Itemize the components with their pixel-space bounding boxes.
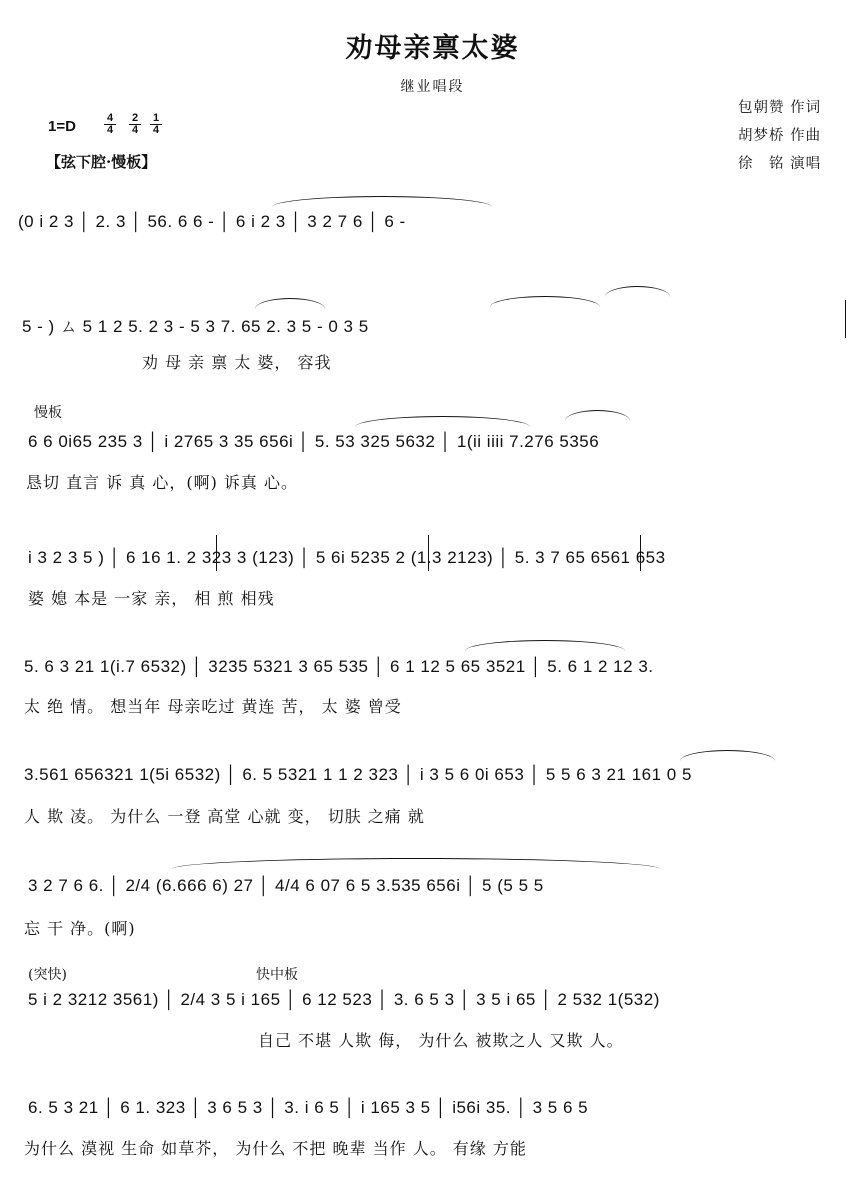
system-6-notes: 3.561 656321 1(5i 6532) │ 6. 5 5321 1 1 2 323 │ i 3 5 6 0i 653 │ 5 5 6 3 21 161 0 5 (24, 765, 692, 784)
bar-line (845, 300, 846, 338)
bar-line (428, 535, 429, 571)
system-8-notes: 5 i 2 3212 3561) │ 2/4 3 5 i 165 │ 6 12 523 │ 3. 6 5 3 │ 3 5 i 65 │ 2 532 1(532) (28, 990, 660, 1009)
slur (680, 750, 775, 761)
key-signature: 1=D (48, 118, 76, 135)
system-7-notes: 3 2 7 6 6. │ 2/4 (6.666 6) 27 │ 4/4 6 07 6 5 3.535 656i │ 5 (5 5 5 (28, 876, 544, 895)
system-3-tempo: 慢板 (34, 405, 62, 421)
time-signature-1-4: 1 4 (150, 113, 162, 136)
system-5-lyrics: 太 绝 情。 想当年 母亲吃过 黄连 苦， 太 婆 曾受 (24, 697, 402, 716)
system-3-lyrics: 恳切 直言 诉 真 心，(啊) 诉真 心。 (26, 473, 299, 492)
system-8-tempo-2: 快中板 (256, 967, 298, 983)
system-9-notes: 6. 5 3 21 │ 6 1. 323 │ 3 6 5 3 │ 3. i 6 5 │ i 165 3 5 │ i56i 35. │ 3 5 6 5 (28, 1098, 589, 1117)
bar-line (640, 535, 641, 571)
slur (490, 296, 600, 307)
slur (272, 196, 492, 207)
system-3-notes: 6 6 0i65 235 3 │ i 2765 3 35 656i │ 5. 53 325 5632 │ 1(ii iiii 7.276 5356 (28, 432, 600, 451)
system-4-notes: i 3 2 3 5 ) │ 6 16 1. 2 323 3 (123) │ 5 6i 5235 2 (1.3 2123) │ 5. 3 7 65 6561 653 (28, 548, 666, 567)
credit-singer: 徐 铭 演唱 (738, 156, 822, 172)
score-title: 劝母亲禀太婆 (345, 33, 520, 64)
bar-line (216, 535, 217, 571)
slur (465, 640, 625, 651)
credit-lyricist: 包朝赞 作词 (738, 100, 822, 116)
tempo-mode-marking: 【弦下腔·慢板】 (46, 153, 157, 171)
system-4-lyrics: 婆 媳 本是 一家 亲， 相 煎 相残 (28, 589, 275, 608)
system-5-notes: 5. 6 3 21 1(i.7 6532) │ 3235 5321 3 65 535 │ 6 1 12 5 65 3521 │ 5. 6 1 2 12 3. (24, 657, 654, 676)
score-subtitle: 继业唱段 (400, 79, 465, 95)
slur (605, 286, 670, 297)
slur (255, 298, 325, 309)
slur (172, 858, 660, 869)
system-9-lyrics: 为什么 漠视 生命 如草芥， 为什么 不把 晚辈 当作 人。 有缘 方能 (24, 1139, 527, 1158)
slur (355, 416, 530, 427)
system-2-notes: 5 - ) ㄙ 5 1 2 5. 2 3 - 5 3 7. 65 2. 3 5 - 0 3 5 (22, 317, 369, 336)
system-8-tempo: (突快) (28, 967, 67, 983)
credit-composer: 胡梦桥 作曲 (738, 128, 822, 144)
time-signature-2-4: 2 4 (129, 113, 141, 136)
system-2-lyrics: 劝 母 亲 禀 太 婆， 容我 (142, 353, 332, 372)
system-6-lyrics: 人 欺 凌。 为什么 一登 高堂 心就 变， 切肤 之痛 就 (24, 807, 425, 826)
system-7-lyrics: 忘 干 净。(啊) (24, 919, 136, 938)
system-8-lyrics: 自己 不堪 人欺 侮， 为什么 被欺之人 又欺 人。 (258, 1031, 624, 1050)
system-1-notes: (0 i 2 3 │ 2. 3 │ 56. 6 6 - │ 6 i 2 3 │ 3 2 7 6 │ 6 - (18, 212, 406, 231)
slur (565, 410, 630, 421)
time-signature-4-4: 4 4 (104, 113, 116, 136)
